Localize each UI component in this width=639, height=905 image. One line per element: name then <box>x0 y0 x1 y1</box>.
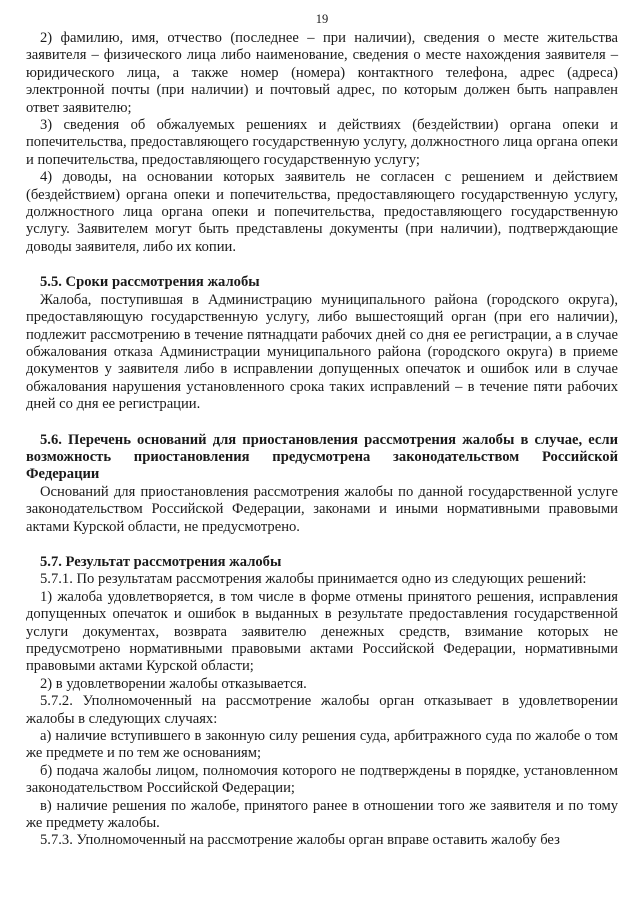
section-5-7-2-item-v: в) наличие решения по жалобе, принятого ранее в отношении того же заявителя и по тому же предмету жалобы. <box>26 797 618 832</box>
section-5-5-heading: 5.5. Сроки рассмотрения жалобы <box>40 274 260 291</box>
spacer <box>26 256 618 274</box>
section-5-5-text: Жалоба, поступившая в Администрацию муниципального района (городского округа), предоставляющую государственную услугу, либо вышестоящий орган (при его наличии), подлежит рассмотрению в течение пятнадцати рабочих дней со дня ее регистрации, а в случае обжалования отказа Администрации муниципального района (городского округа) в приеме документов у заявителя либо в исправлении допущенных опечаток и ошибок или в случае обжалования нарушения установленного срока таких исправлений – в течение пяти рабочих дней со дня ее регистрации. <box>26 291 618 413</box>
page-number: 19 <box>315 12 329 26</box>
section-5-7-2: 5.7.2. Уполномоченный на рассмотрение жалобы орган отказывает в удовлетворении жалобы в следующих случаях: <box>26 693 618 727</box>
section-5-6-text: Оснований для приостановления рассмотрения жалобы по данной государственной услуге законодательством Российской Федерации, законами и иными нормативными правовыми актами Курской области, не предусмотрено. <box>26 483 618 535</box>
section-5-7-1-item-1: 1) жалоба удовлетворяется, в том числе в форме отмены принятого решения, исправления допущенных опечаток и ошибок в выданных в результате предоставления государственной услуги документах, возврата заявителю денежных средств, взимание которых не предусмотрено нормативными правовыми актами Российской Федерации, нормативными правовыми актами Курской области; <box>26 588 618 675</box>
spacer <box>26 536 618 554</box>
document-page <box>26 0 618 905</box>
section-5-6-heading: 5.6. Перечень оснований для приостановления рассмотрения жалобы в случае, если возможность приостановления предусмотрена законодательством Российской Федерации <box>26 431 618 483</box>
section-5-7-3: 5.7.3. Уполномоченный на рассмотрение жалобы орган вправе оставить жалобу без <box>40 832 560 849</box>
paragraph-item-4: 4) доводы, на основании которых заявитель не согласен с решением и действием (бездействием) органа опеки и попечительства, предоставляющего государственную услугу, должностного лица органа опеки и попечительства, предоставляющего государственную услугу. Заявителем могут быть представлены документы (при наличии), подтверждающие доводы заявителя, либо их копии. <box>26 169 618 255</box>
section-5-7-1-item-2: 2) в удовлетворении жалобы отказывается. <box>40 675 307 692</box>
section-5-7-1: 5.7.1. По результатам рассмотрения жалобы принимается одно из следующих решений: <box>40 571 587 588</box>
spacer <box>26 414 618 432</box>
paragraph-item-3: 3) сведения об обжалуемых решениях и действиях (бездействии) органа опеки и попечительства, предоставляющего государственную услугу, должностного лица органа опеки и попечительства, предоставляющего государственную услугу; <box>26 117 618 168</box>
section-5-7-2-item-b: б) подача жалобы лицом, полномочия которого не подтверждены в порядке, установленном законодательством Российской Федерации; <box>26 762 618 797</box>
section-5-7-2-item-a: а) наличие вступившего в законную силу решения суда, арбитражного суда по жалобе о том же предмете и по тем же основаниям; <box>26 728 618 762</box>
paragraph-item-2: 2) фамилию, имя, отчество (последнее – при наличии), сведения о месте жительства заявителя – физического лица либо наименование, сведения о месте нахождения заявителя – юридического лица, а также номер (номера) контактного телефона, адрес (адреса) электронной почты (при наличии) и почтовый адрес, по которым должен быть направлен ответ заявителю; <box>26 30 618 116</box>
section-5-7-heading: 5.7. Результат рассмотрения жалобы <box>40 553 282 570</box>
document-body <box>26 30 618 850</box>
